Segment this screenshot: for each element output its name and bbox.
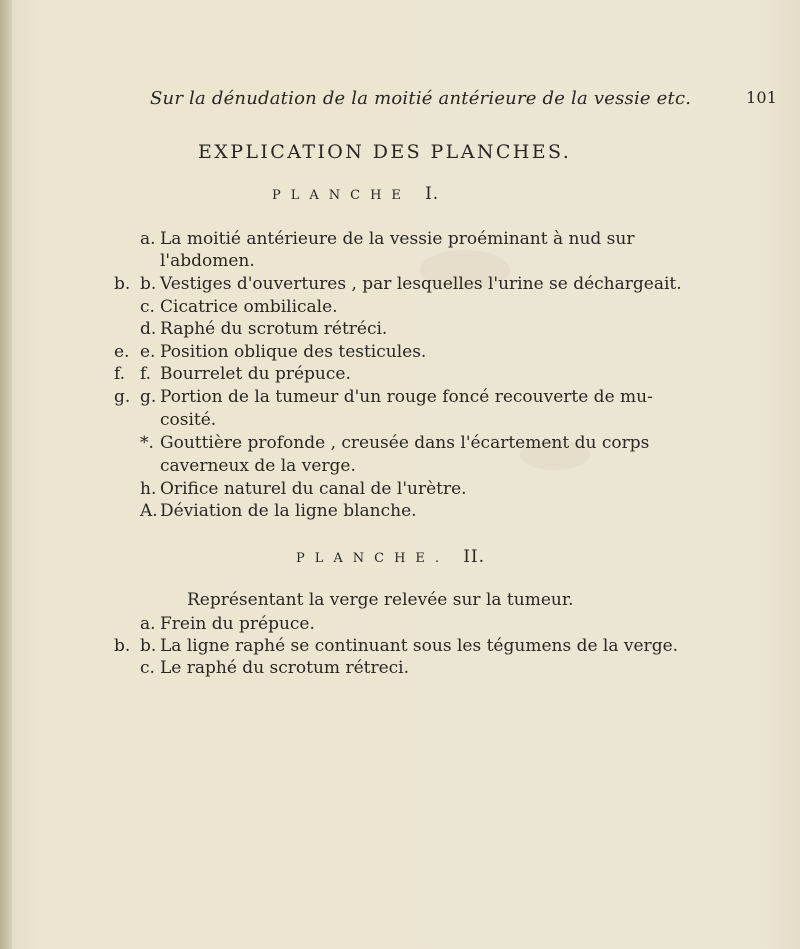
section-title: EXPLICATION DES PLANCHES. — [198, 141, 572, 163]
plate-1-entry — [140, 500, 417, 522]
entry-label: c. — [140, 297, 155, 317]
plate-1-entry — [114, 273, 682, 295]
entry-label: h. — [140, 479, 157, 499]
entry-outer-label: f. — [114, 364, 126, 384]
page-number: 101 — [746, 88, 778, 107]
plate-2-entry — [140, 613, 315, 635]
entry-text: Raphé du scrotum rétréci. — [160, 319, 388, 339]
entry-label: e. — [140, 342, 156, 362]
entry-text: Cicatrice ombilicale. — [160, 297, 338, 317]
plate-1-entry — [140, 228, 635, 250]
plate-2-entry — [140, 657, 410, 679]
entry-text: Position oblique des testicules. — [160, 342, 427, 362]
plate-1-entry — [140, 318, 388, 340]
entry-label: a. — [140, 229, 156, 249]
entry-label: d. — [140, 319, 157, 339]
entry-text: Orifice naturel du canal de l'urètre. — [160, 479, 467, 499]
plate-1-entry — [140, 296, 338, 318]
plate-1-entry-continuation: l'abdomen. — [160, 251, 255, 271]
plate-2-heading — [296, 547, 485, 567]
entry-label: a. — [140, 614, 156, 634]
entry-label: *. — [140, 433, 154, 453]
entry-outer-label: g. — [114, 387, 131, 407]
entry-outer-label: b. — [114, 274, 131, 294]
running-head-title: Sur la dénudation de la moitié antérieure de la vessie etc. — [150, 88, 692, 109]
plate-1-heading — [272, 184, 439, 204]
entry-label: c. — [140, 658, 155, 678]
entry-text: Déviation de la ligne blanche. — [160, 501, 417, 521]
entry-label: b. — [140, 274, 157, 294]
entry-label: f. — [140, 364, 152, 384]
entry-label: b. — [140, 636, 157, 656]
plate-1-entry — [140, 432, 650, 454]
entry-label: g. — [140, 387, 157, 407]
entry-text: Vestiges d'ouvertures , par lesquelles l'urine se déchargeait. — [160, 274, 682, 294]
entry-text: Portion de la tumeur d'un rouge foncé recouverte de mu- — [160, 387, 653, 407]
plate-1-entry — [114, 363, 351, 385]
plate-1-heading-number: I. — [425, 184, 440, 204]
entry-label: A. — [140, 501, 158, 521]
plate-2-intro: Représentant la verge relevée sur la tumeur. — [187, 590, 574, 610]
entry-text: Bourrelet du prépuce. — [160, 364, 351, 384]
plate-1-entry — [114, 386, 653, 408]
plate-1-heading-word: PLANCHE — [272, 188, 411, 203]
entry-outer-label: b. — [114, 636, 131, 656]
plate-2-heading-word: PLANCHE. — [296, 551, 450, 566]
page-binding-edge — [0, 0, 12, 949]
plate-1-entry-continuation: caverneux de la verge. — [160, 456, 356, 476]
entry-text: La ligne raphé se continuant sous les tégumens de la verge. — [160, 636, 679, 656]
plate-1-entry — [140, 478, 467, 500]
plate-2-heading-number: II. — [463, 547, 486, 567]
entry-text: La moitié antérieure de la vessie proéminant à nud sur — [160, 229, 635, 249]
entry-text: Frein du prépuce. — [160, 614, 315, 634]
entry-text: Le raphé du scrotum rétreci. — [160, 658, 410, 678]
plate-1-entry — [114, 341, 427, 363]
entry-text: Gouttière profonde , creusée dans l'écartement du corps — [160, 433, 650, 453]
plate-1-entry-continuation: cosité. — [160, 410, 217, 430]
entry-outer-label: e. — [114, 342, 130, 362]
plate-2-entry — [114, 635, 679, 657]
